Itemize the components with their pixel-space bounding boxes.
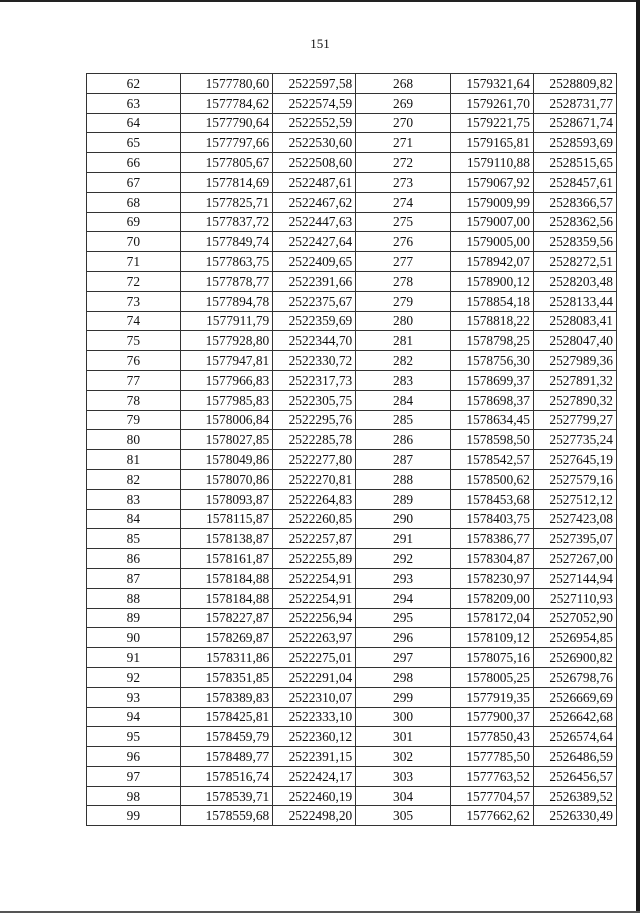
y-coordinate-cell: 2522260,85	[273, 509, 356, 529]
x-coordinate-cell: 1578005,25	[450, 667, 533, 687]
point-number-cell: 290	[356, 509, 451, 529]
point-number-cell: 66	[87, 153, 181, 173]
table-row	[87, 608, 617, 628]
y-coordinate-cell: 2522264,83	[273, 489, 356, 509]
y-coordinate-cell: 2522295,76	[273, 410, 356, 430]
x-coordinate-cell: 1577797,66	[180, 133, 273, 153]
x-coordinate-cell: 1578184,88	[180, 588, 273, 608]
table-row	[87, 153, 617, 173]
x-coordinate-cell: 1578634,45	[450, 410, 533, 430]
y-coordinate-cell: 2522487,61	[273, 172, 356, 192]
point-number-cell: 282	[356, 351, 451, 371]
y-coordinate-cell: 2527735,24	[533, 430, 616, 450]
y-coordinate-cell: 2528671,74	[533, 113, 616, 133]
point-number-cell: 80	[87, 430, 181, 450]
y-coordinate-cell: 2522257,87	[273, 529, 356, 549]
point-number-cell: 85	[87, 529, 181, 549]
table-row	[87, 568, 617, 588]
x-coordinate-cell: 1578269,87	[180, 628, 273, 648]
table-row	[87, 667, 617, 687]
y-coordinate-cell: 2526642,68	[533, 707, 616, 727]
point-number-cell: 289	[356, 489, 451, 509]
x-coordinate-cell: 1578453,68	[450, 489, 533, 509]
point-number-cell: 74	[87, 311, 181, 331]
table-row	[87, 786, 617, 806]
y-coordinate-cell: 2522391,15	[273, 747, 356, 767]
point-number-cell: 296	[356, 628, 451, 648]
point-number-cell: 292	[356, 549, 451, 569]
table-row	[87, 74, 617, 94]
table-row	[87, 450, 617, 470]
y-coordinate-cell: 2528272,51	[533, 252, 616, 272]
point-number-cell: 276	[356, 232, 451, 252]
y-coordinate-cell: 2522330,72	[273, 351, 356, 371]
point-number-cell: 285	[356, 410, 451, 430]
x-coordinate-cell: 1577825,71	[180, 192, 273, 212]
point-number-cell: 72	[87, 271, 181, 291]
x-coordinate-cell: 1577966,83	[180, 370, 273, 390]
x-coordinate-cell: 1578161,87	[180, 549, 273, 569]
y-coordinate-cell: 2522597,58	[273, 74, 356, 94]
y-coordinate-cell: 2522359,69	[273, 311, 356, 331]
y-coordinate-cell: 2527110,93	[533, 588, 616, 608]
point-number-cell: 93	[87, 687, 181, 707]
y-coordinate-cell: 2522310,07	[273, 687, 356, 707]
y-coordinate-cell: 2527989,36	[533, 351, 616, 371]
y-coordinate-cell: 2528133,44	[533, 291, 616, 311]
y-coordinate-cell: 2522375,67	[273, 291, 356, 311]
point-number-cell: 274	[356, 192, 451, 212]
x-coordinate-cell: 1578070,86	[180, 469, 273, 489]
x-coordinate-cell: 1578109,12	[450, 628, 533, 648]
point-number-cell: 64	[87, 113, 181, 133]
point-number-cell: 90	[87, 628, 181, 648]
point-number-cell: 271	[356, 133, 451, 153]
y-coordinate-cell: 2522333,10	[273, 707, 356, 727]
y-coordinate-cell: 2527395,07	[533, 529, 616, 549]
x-coordinate-cell: 1579009,99	[450, 192, 533, 212]
x-coordinate-cell: 1578386,77	[450, 529, 533, 549]
x-coordinate-cell: 1578027,85	[180, 430, 273, 450]
y-coordinate-cell: 2526669,69	[533, 687, 616, 707]
table-row	[87, 588, 617, 608]
x-coordinate-cell: 1578006,84	[180, 410, 273, 430]
table-row	[87, 252, 617, 272]
x-coordinate-cell: 1578818,22	[450, 311, 533, 331]
y-coordinate-cell: 2522508,60	[273, 153, 356, 173]
point-number-cell: 298	[356, 667, 451, 687]
y-coordinate-cell: 2522256,94	[273, 608, 356, 628]
x-coordinate-cell: 1577900,37	[450, 707, 533, 727]
table-row	[87, 687, 617, 707]
y-coordinate-cell: 2522574,59	[273, 93, 356, 113]
x-coordinate-cell: 1579321,64	[450, 74, 533, 94]
x-coordinate-cell: 1578559,68	[180, 806, 273, 826]
table-row	[87, 351, 617, 371]
y-coordinate-cell: 2528593,69	[533, 133, 616, 153]
y-coordinate-cell: 2528047,40	[533, 331, 616, 351]
y-coordinate-cell: 2526798,76	[533, 667, 616, 687]
x-coordinate-cell: 1578049,86	[180, 450, 273, 470]
y-coordinate-cell: 2528359,56	[533, 232, 616, 252]
x-coordinate-cell: 1578403,75	[450, 509, 533, 529]
point-number-cell: 84	[87, 509, 181, 529]
point-number-cell: 291	[356, 529, 451, 549]
x-coordinate-cell: 1578184,88	[180, 568, 273, 588]
x-coordinate-cell: 1578459,79	[180, 727, 273, 747]
x-coordinate-cell: 1579110,88	[450, 153, 533, 173]
y-coordinate-cell: 2522317,73	[273, 370, 356, 390]
point-number-cell: 303	[356, 766, 451, 786]
x-coordinate-cell: 1577850,43	[450, 727, 533, 747]
x-coordinate-cell: 1578542,57	[450, 450, 533, 470]
y-coordinate-cell: 2526954,85	[533, 628, 616, 648]
point-number-cell: 65	[87, 133, 181, 153]
y-coordinate-cell: 2522277,80	[273, 450, 356, 470]
y-coordinate-cell: 2527579,16	[533, 469, 616, 489]
point-number-cell: 280	[356, 311, 451, 331]
y-coordinate-cell: 2522460,19	[273, 786, 356, 806]
x-coordinate-cell: 1577784,62	[180, 93, 273, 113]
point-number-cell: 277	[356, 252, 451, 272]
y-coordinate-cell: 2522467,62	[273, 192, 356, 212]
y-coordinate-cell: 2528457,61	[533, 172, 616, 192]
point-number-cell: 300	[356, 707, 451, 727]
point-number-cell: 63	[87, 93, 181, 113]
point-number-cell: 86	[87, 549, 181, 569]
y-coordinate-cell: 2522427,64	[273, 232, 356, 252]
point-number-cell: 96	[87, 747, 181, 767]
x-coordinate-cell: 1578138,87	[180, 529, 273, 549]
x-coordinate-cell: 1578489,77	[180, 747, 273, 767]
point-number-cell: 268	[356, 74, 451, 94]
x-coordinate-cell: 1578172,04	[450, 608, 533, 628]
y-coordinate-cell: 2522291,04	[273, 667, 356, 687]
page-number: 151	[310, 36, 330, 51]
x-coordinate-cell: 1577878,77	[180, 271, 273, 291]
point-number-cell: 92	[87, 667, 181, 687]
x-coordinate-cell: 1579005,00	[450, 232, 533, 252]
point-number-cell: 81	[87, 450, 181, 470]
table-row	[87, 311, 617, 331]
y-coordinate-cell: 2522552,59	[273, 113, 356, 133]
point-number-cell: 288	[356, 469, 451, 489]
y-coordinate-cell: 2522498,20	[273, 806, 356, 826]
table-row	[87, 93, 617, 113]
x-coordinate-cell: 1578304,87	[450, 549, 533, 569]
table-row	[87, 212, 617, 232]
y-coordinate-cell: 2522360,12	[273, 727, 356, 747]
x-coordinate-cell: 1578227,87	[180, 608, 273, 628]
table-row	[87, 133, 617, 153]
x-coordinate-cell: 1577814,69	[180, 172, 273, 192]
table-row	[87, 430, 617, 450]
point-number-cell: 76	[87, 351, 181, 371]
point-number-cell: 269	[356, 93, 451, 113]
point-number-cell: 272	[356, 153, 451, 173]
x-coordinate-cell: 1577704,57	[450, 786, 533, 806]
y-coordinate-cell: 2528203,48	[533, 271, 616, 291]
x-coordinate-cell: 1577985,83	[180, 390, 273, 410]
table-row	[87, 529, 617, 549]
x-coordinate-cell: 1578698,37	[450, 390, 533, 410]
point-number-cell: 83	[87, 489, 181, 509]
x-coordinate-cell: 1577763,52	[450, 766, 533, 786]
y-coordinate-cell: 2528366,57	[533, 192, 616, 212]
y-coordinate-cell: 2528515,65	[533, 153, 616, 173]
table-row	[87, 727, 617, 747]
point-number-cell: 68	[87, 192, 181, 212]
point-number-cell: 77	[87, 370, 181, 390]
y-coordinate-cell: 2527512,12	[533, 489, 616, 509]
x-coordinate-cell: 1577863,75	[180, 252, 273, 272]
y-coordinate-cell: 2527890,32	[533, 390, 616, 410]
y-coordinate-cell: 2527052,90	[533, 608, 616, 628]
point-number-cell: 287	[356, 450, 451, 470]
table-row	[87, 113, 617, 133]
x-coordinate-cell: 1578425,81	[180, 707, 273, 727]
x-coordinate-cell: 1577805,67	[180, 153, 273, 173]
y-coordinate-cell: 2522254,91	[273, 588, 356, 608]
x-coordinate-cell: 1578756,30	[450, 351, 533, 371]
x-coordinate-cell: 1578311,86	[180, 648, 273, 668]
y-coordinate-cell: 2527267,00	[533, 549, 616, 569]
x-coordinate-cell: 1577785,50	[450, 747, 533, 767]
point-number-cell: 273	[356, 172, 451, 192]
table-row	[87, 489, 617, 509]
x-coordinate-cell: 1578942,07	[450, 252, 533, 272]
table-row	[87, 192, 617, 212]
point-number-cell: 284	[356, 390, 451, 410]
point-number-cell: 70	[87, 232, 181, 252]
y-coordinate-cell: 2528362,56	[533, 212, 616, 232]
point-number-cell: 295	[356, 608, 451, 628]
coordinates-table	[86, 73, 617, 826]
y-coordinate-cell: 2527144,94	[533, 568, 616, 588]
scan-border-top	[0, 0, 640, 2]
point-number-cell: 67	[87, 172, 181, 192]
y-coordinate-cell: 2522530,60	[273, 133, 356, 153]
y-coordinate-cell: 2522275,01	[273, 648, 356, 668]
x-coordinate-cell: 1577780,60	[180, 74, 273, 94]
y-coordinate-cell: 2522254,91	[273, 568, 356, 588]
x-coordinate-cell: 1577849,74	[180, 232, 273, 252]
y-coordinate-cell: 2526330,49	[533, 806, 616, 826]
table-row	[87, 707, 617, 727]
x-coordinate-cell: 1579067,92	[450, 172, 533, 192]
x-coordinate-cell: 1578900,12	[450, 271, 533, 291]
y-coordinate-cell: 2522255,89	[273, 549, 356, 569]
x-coordinate-cell: 1578516,74	[180, 766, 273, 786]
x-coordinate-cell: 1579221,75	[450, 113, 533, 133]
point-number-cell: 297	[356, 648, 451, 668]
y-coordinate-cell: 2527645,19	[533, 450, 616, 470]
point-number-cell: 302	[356, 747, 451, 767]
x-coordinate-cell: 1578209,00	[450, 588, 533, 608]
x-coordinate-cell: 1578075,16	[450, 648, 533, 668]
y-coordinate-cell: 2527799,27	[533, 410, 616, 430]
x-coordinate-cell: 1579261,70	[450, 93, 533, 113]
x-coordinate-cell: 1578351,85	[180, 667, 273, 687]
x-coordinate-cell: 1578389,83	[180, 687, 273, 707]
x-coordinate-cell: 1578699,37	[450, 370, 533, 390]
table-row	[87, 331, 617, 351]
x-coordinate-cell: 1577947,81	[180, 351, 273, 371]
point-number-cell: 82	[87, 469, 181, 489]
x-coordinate-cell: 1577911,79	[180, 311, 273, 331]
point-number-cell: 89	[87, 608, 181, 628]
table-row	[87, 747, 617, 767]
point-number-cell: 99	[87, 806, 181, 826]
table-row	[87, 766, 617, 786]
table-row	[87, 271, 617, 291]
x-coordinate-cell: 1577790,64	[180, 113, 273, 133]
point-number-cell: 299	[356, 687, 451, 707]
y-coordinate-cell: 2526574,64	[533, 727, 616, 747]
table-row	[87, 549, 617, 569]
point-number-cell: 79	[87, 410, 181, 430]
x-coordinate-cell: 1579165,81	[450, 133, 533, 153]
x-coordinate-cell: 1578798,25	[450, 331, 533, 351]
x-coordinate-cell: 1577894,78	[180, 291, 273, 311]
point-number-cell: 304	[356, 786, 451, 806]
y-coordinate-cell: 2522285,78	[273, 430, 356, 450]
point-number-cell: 97	[87, 766, 181, 786]
point-number-cell: 281	[356, 331, 451, 351]
y-coordinate-cell: 2528083,41	[533, 311, 616, 331]
table-row	[87, 172, 617, 192]
table-row	[87, 469, 617, 489]
point-number-cell: 286	[356, 430, 451, 450]
y-coordinate-cell: 2527423,08	[533, 509, 616, 529]
point-number-cell: 91	[87, 648, 181, 668]
point-number-cell: 62	[87, 74, 181, 94]
y-coordinate-cell: 2526389,52	[533, 786, 616, 806]
table-row	[87, 509, 617, 529]
x-coordinate-cell: 1578598,50	[450, 430, 533, 450]
y-coordinate-cell: 2527891,32	[533, 370, 616, 390]
point-number-cell: 88	[87, 588, 181, 608]
point-number-cell: 279	[356, 291, 451, 311]
point-number-cell: 301	[356, 727, 451, 747]
point-number-cell: 305	[356, 806, 451, 826]
x-coordinate-cell: 1577662,62	[450, 806, 533, 826]
x-coordinate-cell: 1579007,00	[450, 212, 533, 232]
point-number-cell: 69	[87, 212, 181, 232]
y-coordinate-cell: 2528809,82	[533, 74, 616, 94]
point-number-cell: 270	[356, 113, 451, 133]
point-number-cell: 95	[87, 727, 181, 747]
x-coordinate-cell: 1578539,71	[180, 786, 273, 806]
y-coordinate-cell: 2522344,70	[273, 331, 356, 351]
y-coordinate-cell: 2522270,81	[273, 469, 356, 489]
y-coordinate-cell: 2526456,57	[533, 766, 616, 786]
table-row	[87, 648, 617, 668]
table-row	[87, 232, 617, 252]
point-number-cell: 71	[87, 252, 181, 272]
point-number-cell: 275	[356, 212, 451, 232]
point-number-cell: 73	[87, 291, 181, 311]
point-number-cell: 94	[87, 707, 181, 727]
x-coordinate-cell: 1577837,72	[180, 212, 273, 232]
x-coordinate-cell: 1578093,87	[180, 489, 273, 509]
y-coordinate-cell: 2528731,77	[533, 93, 616, 113]
table-row	[87, 390, 617, 410]
y-coordinate-cell: 2522447,63	[273, 212, 356, 232]
scan-border-right	[636, 0, 640, 913]
point-number-cell: 278	[356, 271, 451, 291]
point-number-cell: 78	[87, 390, 181, 410]
x-coordinate-cell: 1578230,97	[450, 568, 533, 588]
y-coordinate-cell: 2522424,17	[273, 766, 356, 786]
y-coordinate-cell: 2526900,82	[533, 648, 616, 668]
table-row	[87, 806, 617, 826]
y-coordinate-cell: 2522305,75	[273, 390, 356, 410]
point-number-cell: 98	[87, 786, 181, 806]
x-coordinate-cell: 1578500,62	[450, 469, 533, 489]
table-row	[87, 370, 617, 390]
point-number-cell: 283	[356, 370, 451, 390]
y-coordinate-cell: 2522391,66	[273, 271, 356, 291]
x-coordinate-cell: 1578854,18	[450, 291, 533, 311]
table-row	[87, 291, 617, 311]
y-coordinate-cell: 2526486,59	[533, 747, 616, 767]
table-row	[87, 628, 617, 648]
point-number-cell: 293	[356, 568, 451, 588]
y-coordinate-cell: 2522263,97	[273, 628, 356, 648]
coordinates-table-body	[87, 74, 617, 826]
point-number-cell: 75	[87, 331, 181, 351]
x-coordinate-cell: 1577928,80	[180, 331, 273, 351]
y-coordinate-cell: 2522409,65	[273, 252, 356, 272]
x-coordinate-cell: 1578115,87	[180, 509, 273, 529]
x-coordinate-cell: 1577919,35	[450, 687, 533, 707]
point-number-cell: 294	[356, 588, 451, 608]
table-row	[87, 410, 617, 430]
point-number-cell: 87	[87, 568, 181, 588]
